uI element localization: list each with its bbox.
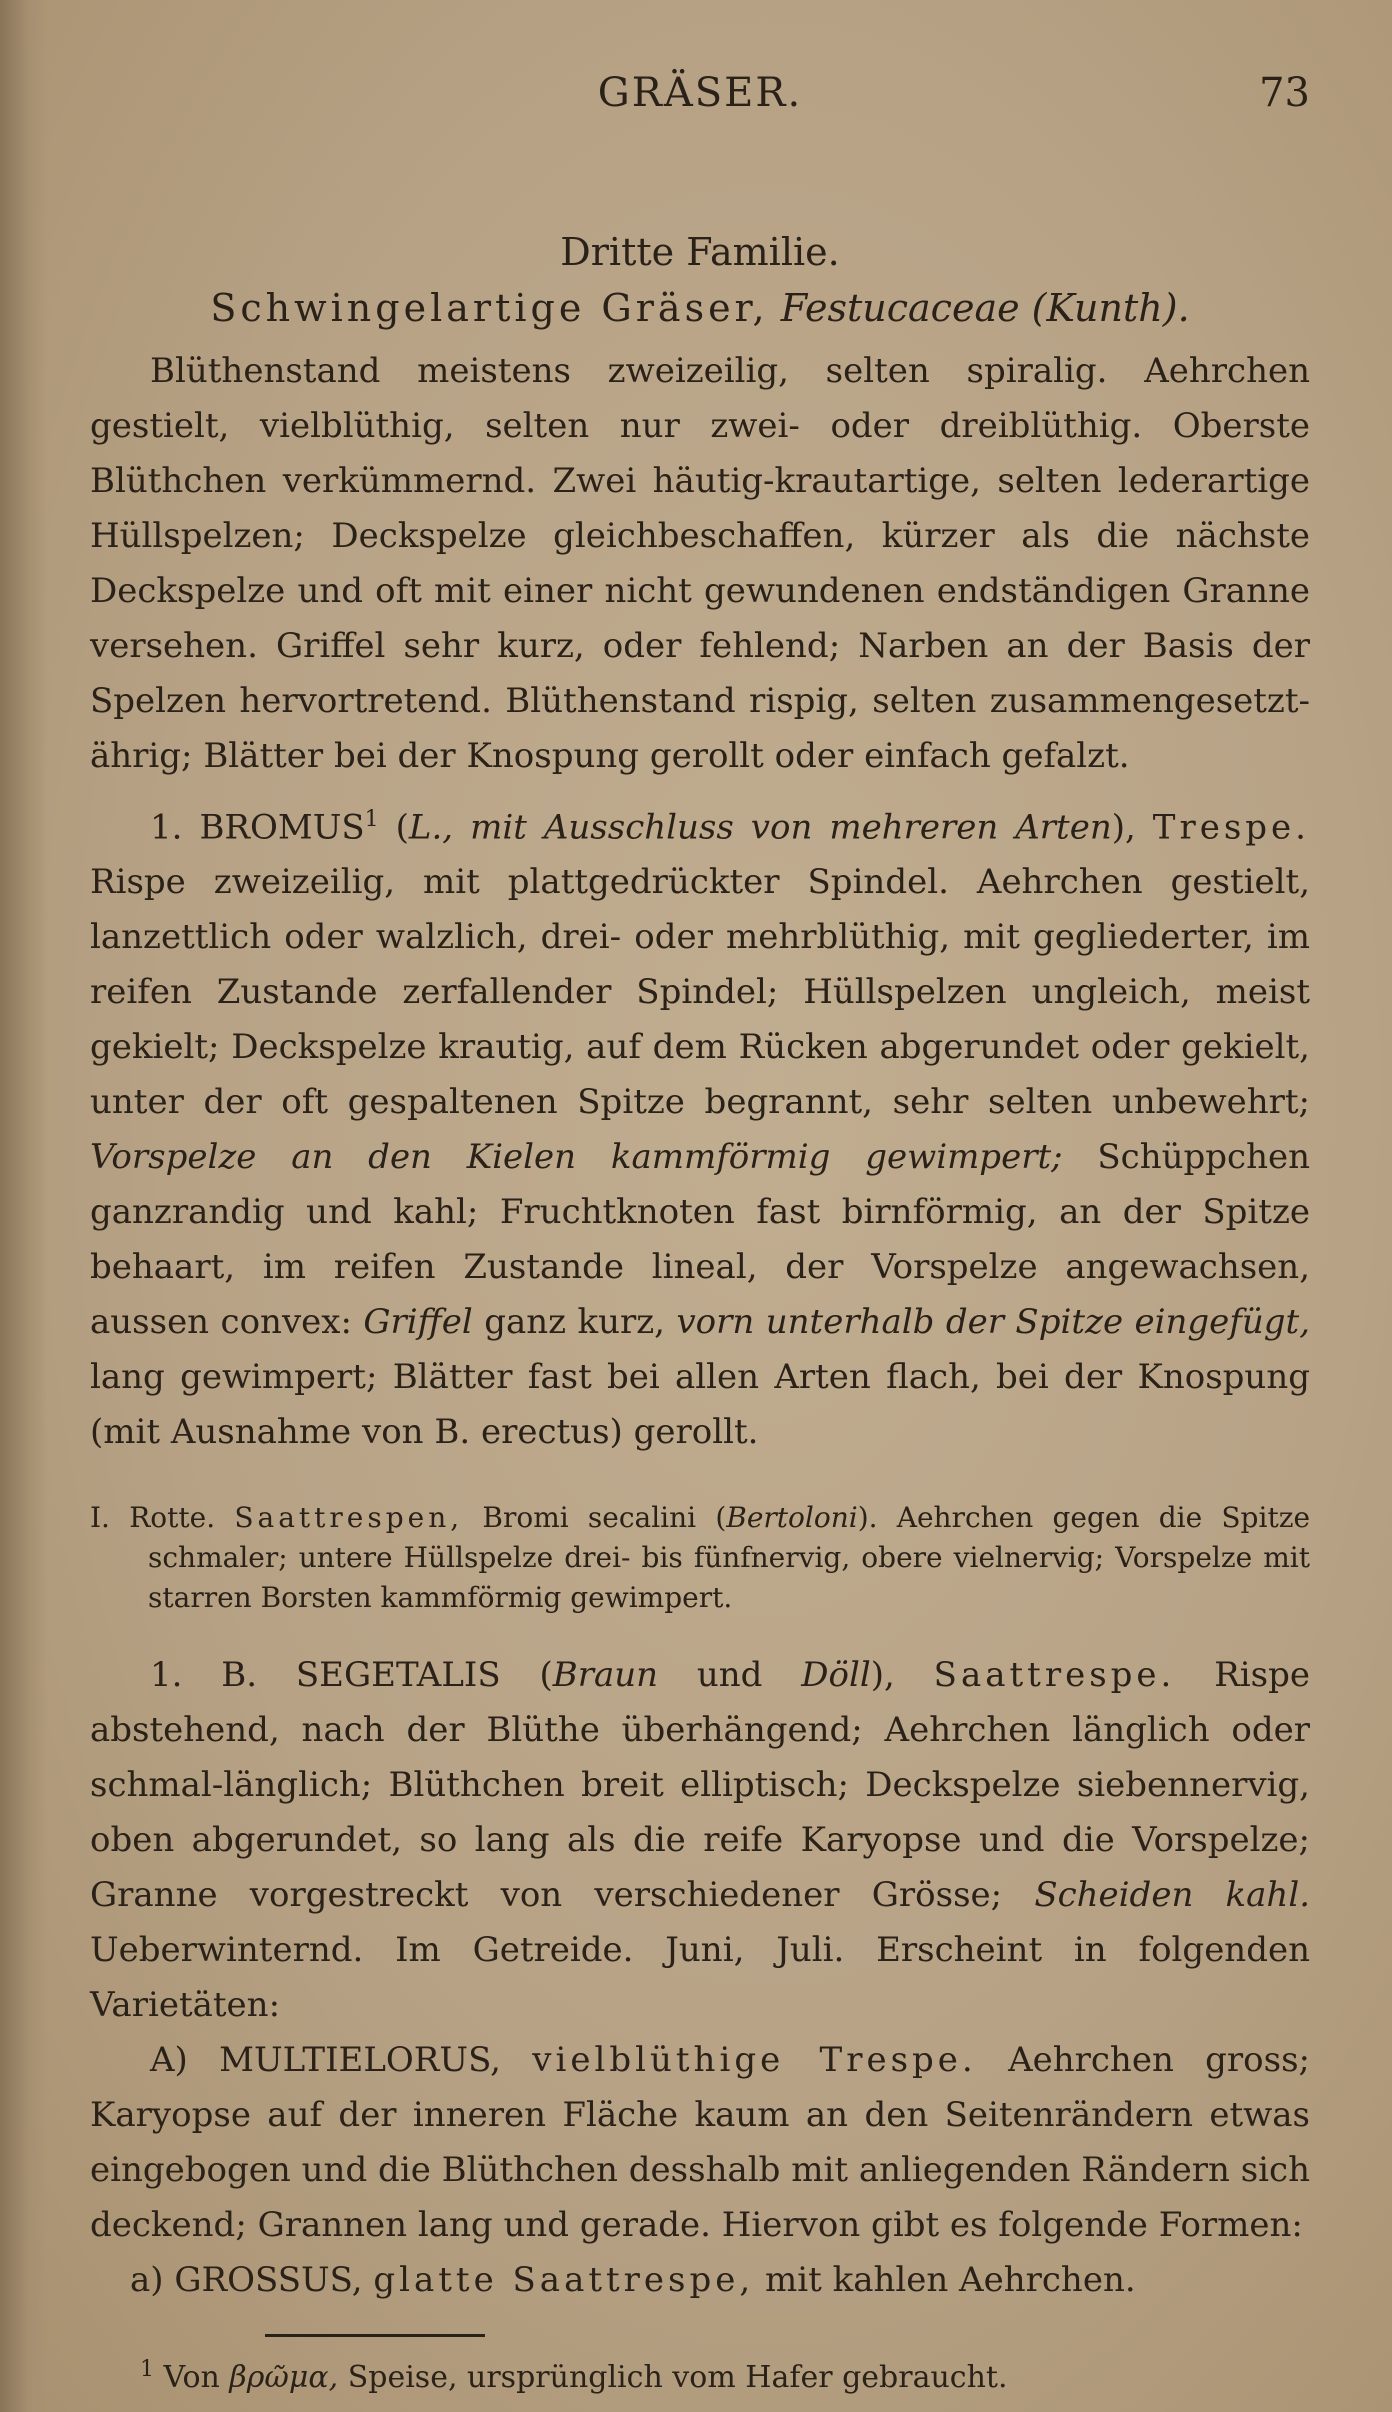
variety-a-paragraph <box>90 2033 1310 2253</box>
species-italic-1: Scheiden kahl. <box>1034 1875 1310 1916</box>
form-a-label: a) <box>130 2260 164 2301</box>
page-number: 73 <box>1259 70 1310 116</box>
species-text-2: Ueberwinternd. Im Getreide. Juni, Juli. Erscheint in folgenden Varietäten: <box>90 1930 1310 2026</box>
footnote-greek-word: βρῶμα, <box>229 2360 339 2396</box>
section-common-name: Saattrespen, <box>234 1501 464 1535</box>
species-name: SEGETALIS <box>295 1655 501 1696</box>
form-a-text: mit kahlen Aehrchen. <box>765 2260 1136 2301</box>
species-author-1: Braun <box>552 1655 659 1696</box>
running-title: GRÄSER. <box>597 70 803 116</box>
family-name: Schwingelartige Gräser, <box>210 286 769 330</box>
section-number: I. <box>90 1501 110 1535</box>
genus-bromus-paragraph <box>90 792 1310 1460</box>
section-description: ). Aehrchen gegen die Spitze schmaler; untere Hüllspelze drei- bis fünfnervig, obere vielnervig; Vorspelze mit starren Borsten kammförmig gewimpert. <box>148 1501 1311 1615</box>
footnote-mark: 1 <box>140 2357 154 2383</box>
family-description: Blüthenstand meistens zweizeilig, selten spiralig. Aehrchen gestielt, vielblüthig, selten nur zwei- oder dreiblüthig. Oberste Blüthchen verkümmernd. Zwei häutig-krautartige, selten lederartige Hüllspelzen; Deckspelze gleichbeschaffen, kürzer als die nächste Deckspelze und oft mit einer nicht gewundenen endständigen Granne versehen. Griffel sehr kurz, oder fehlend; Narben an der Basis der Spelzen hervortretend. Blüthenstand rispig, selten zusammengesetzt-ährig; Blätter bei der Knospung gerollt oder einfach gefalzt. <box>90 351 1310 776</box>
form-a-name: GROSSUS, <box>174 2260 363 2301</box>
genus-italic-1: Vorspelze an den Kielen kammförmig gewimpert; <box>90 1137 1063 1178</box>
genus-italic-2: Griffel <box>363 1302 473 1343</box>
genus-italic-3: vorn unterhalb der Spitze eingefügt, <box>676 1302 1311 1343</box>
family-latin-name: Festucaceae (Kunth). <box>780 286 1190 330</box>
section-name: Rotte. <box>129 1501 216 1535</box>
genus-authority: L., mit Ausschluss von mehreren Arten <box>408 807 1112 848</box>
genus-authority-close: ), <box>1111 807 1136 848</box>
variety-a-name: MULTIELORUS, <box>219 2040 501 2081</box>
genus-number: 1. <box>150 807 183 848</box>
variety-a-common-name: vielblüthige Trespe. <box>532 2040 977 2081</box>
species-author-2: Döll <box>801 1655 871 1696</box>
species-close: ), <box>870 1655 895 1696</box>
footnote-rule <box>265 2334 485 2337</box>
footnote-reference: 1 <box>364 807 379 832</box>
species-text-1: Rispe abstehend, nach der Blüthe überhängend; Aehrchen länglich oder schmal-länglich; Blüthchen breit elliptisch; Deckspelze siebennervig, oben abgerundet, so lang als die reife Karyopse und die Vorspelze; Granne vorgestreckt von verschiedener Grösse; <box>90 1655 1310 1916</box>
section-latin-name: Bromi secalini ( <box>482 1501 727 1535</box>
species-common-name: Saattrespe. <box>933 1655 1176 1696</box>
genus-name: BROMUS <box>199 807 365 848</box>
footnote-text-2: Speise, ursprünglich vom Hafer gebraucht. <box>347 2360 1008 2396</box>
species-open: ( <box>539 1655 553 1696</box>
footnote-text-1: Von <box>163 2360 220 2396</box>
form-a-paragraph <box>90 2253 1310 2308</box>
genus-common-name: Trespe. <box>1152 807 1310 848</box>
form-a-common-name: glatte Saattrespe, <box>373 2260 755 2301</box>
family-title <box>90 286 1310 330</box>
genus-text-4: lang gewimpert; Blätter fast bei allen Arten flach, bei der Knospung (mit Ausnahme von B. erectus) gerollt. <box>90 1357 1310 1453</box>
running-head <box>90 70 1310 130</box>
section-saattrespen <box>90 1498 1310 1618</box>
genus-text-1: Rispe zweizeilig, mit plattgedrückter Spindel. Aehrchen gestielt, lanzettlich oder walzlich, drei- oder mehrblüthig, mit gegliederter, im reifen Zustande zerfallender Spindel; Hüllspelzen ungleich, meist gekielt; Deckspelze krautig, auf dem Rücken abgerundet oder gekielt, unter der oft gespaltenen Spitze begrannt, sehr selten unbewehrt; <box>90 862 1310 1123</box>
book-page <box>90 70 1310 2395</box>
species-number: 1. B. <box>150 1655 258 1696</box>
section-author: Bertoloni <box>726 1501 858 1535</box>
species-segetalis-paragraph <box>90 1648 1310 2033</box>
book-spine-shadow <box>0 0 48 2412</box>
variety-a-label: A) <box>150 2040 188 2081</box>
family-number: Dritte Familie. <box>560 230 840 274</box>
genus-text-3: ganz kurz, <box>484 1302 665 1343</box>
genus-authority-open: ( <box>395 807 409 848</box>
variety-a-text: Aehrchen gross; Karyopse auf der inneren Fläche kaum an den Seitenrändern etwas eingebogen und die Blüthchen desshalb mit anliegenden Rändern sich deckend; Grannen lang und gerade. Hiervon gibt es folgende Formen: <box>90 2040 1311 2246</box>
species-und: und <box>696 1655 763 1696</box>
footnote <box>90 2357 1310 2395</box>
genus-text-2: Schüppchen ganzrandig und kahl; Fruchtknoten fast birnförmig, an der Spitze behaart, im reifen Zustande lineal, der Vorspelze angewachsen, aussen convex: <box>90 1137 1310 1343</box>
